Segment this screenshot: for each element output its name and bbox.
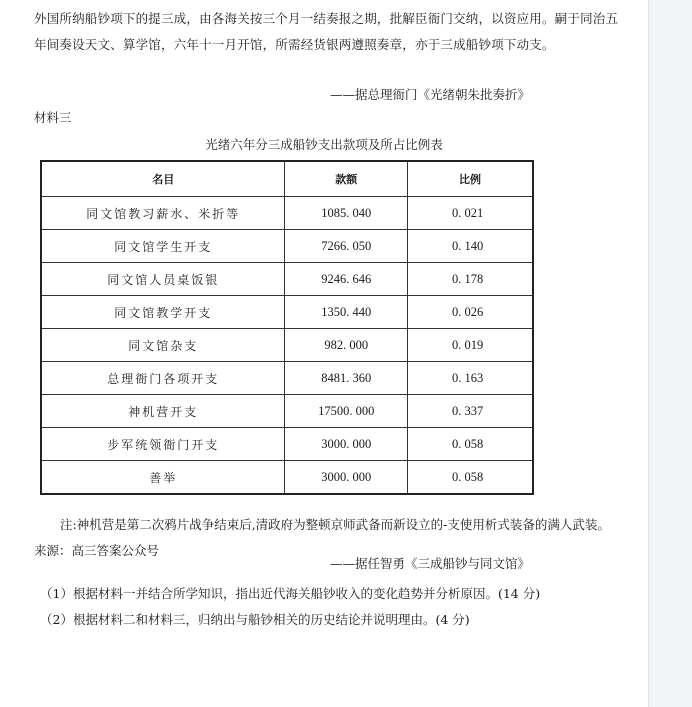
cell-ratio: 0. 019 [408, 329, 534, 362]
question-2: （2）根据材料二和材料三，归纳出与船钞相关的历史结论并说明理由。(4 分) [40, 612, 470, 627]
cell-ratio: 0. 021 [408, 197, 534, 230]
cell-item: 同文馆杂支 [41, 329, 285, 362]
cell-ratio: 0. 026 [408, 296, 534, 329]
cell-ratio: 0. 140 [408, 230, 534, 263]
cell-item: 同文馆教学开支 [41, 296, 285, 329]
cell-amount: 3000. 000 [285, 428, 408, 461]
cell-ratio: 0. 337 [408, 395, 534, 428]
cell-item: 善举 [41, 461, 285, 495]
cell-item: 同文馆学生开支 [41, 230, 285, 263]
table-row [41, 329, 533, 362]
table-row [41, 428, 533, 461]
cell-ratio: 0. 058 [408, 428, 534, 461]
table-row [41, 197, 533, 230]
cell-item: 同文馆人员桌饭银 [41, 263, 285, 296]
cell-amount: 9246. 646 [285, 263, 408, 296]
cell-amount: 8481. 360 [285, 362, 408, 395]
table-title: 光绪六年分三成船钞支出款项及所占比例表 [205, 137, 443, 152]
expense-table [40, 160, 534, 495]
cell-amount: 1350. 440 [285, 296, 408, 329]
table-row [41, 230, 533, 263]
cell-ratio: 0. 058 [408, 461, 534, 495]
table-header-row [41, 161, 533, 197]
table-note: 注:神机营是第二次鸦片战争结束后,清政府为整顿京师武备而新设立的-支使用析式装备的满人武装。 来源：高三答案公众号 [34, 517, 610, 558]
material-3-label: 材料三 [34, 110, 72, 125]
cell-amount: 3000. 000 [285, 461, 408, 495]
cell-amount: 1085. 040 [285, 197, 408, 230]
cell-item: 同文馆教习薪水、米折等 [41, 197, 285, 230]
header-item: 名目 [41, 161, 285, 197]
cell-ratio: 0. 163 [408, 362, 534, 395]
table-row [41, 395, 533, 428]
source-citation-1: ——据总理衙门《光绪朝朱批奏折》 [329, 87, 530, 102]
material-paragraph: 外国所纳船钞项下的提三成，由各海关按三个月一结奏报之期，批解臣衙门交纳，以资应用。嗣于同治五年间奏设天文、算学馆，六年十一月开馆，所需经货银两遵照奏章，亦于三成船钞项下动支。 [34, 11, 619, 52]
viewer-side-gutter [648, 0, 692, 707]
cell-amount: 982. 000 [285, 329, 408, 362]
question-1: （1）根据材料一并结合所学知识，指出近代海关船钞收入的变化趋势并分析原因。(14 分) [40, 586, 541, 601]
header-ratio: 比例 [408, 161, 534, 197]
cell-amount: 7266. 050 [285, 230, 408, 263]
cell-item: 神机营开支 [41, 395, 285, 428]
cell-ratio: 0. 178 [408, 263, 534, 296]
cell-amount: 17500. 000 [285, 395, 408, 428]
header-amount: 款额 [285, 161, 408, 197]
table-row [41, 362, 533, 395]
table-row [41, 461, 533, 495]
cell-item: 总理衙门各项开支 [41, 362, 285, 395]
table-row [41, 296, 533, 329]
table-row [41, 263, 533, 296]
cell-item: 步军统领衙门开支 [41, 428, 285, 461]
source-citation-2: ——据任智勇《三成船钞与同文馆》 [329, 556, 530, 571]
